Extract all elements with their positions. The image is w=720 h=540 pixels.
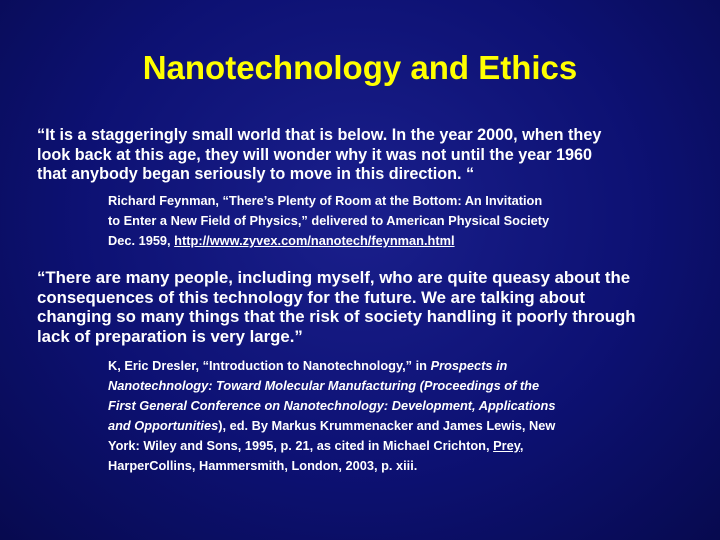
citation-text: ), ed. By Markus Krummenacker and James Lewis, New [218,418,556,433]
citation-line: Nanotechnology: Toward Molecular Manufacturing (Proceedings of the [108,378,540,393]
citation-line [108,416,693,436]
quote-line: changing so many things that the risk of society handling it poorly through [37,307,636,326]
citation-line: First General Conference on Nanotechnology: Development, Applications [108,398,556,413]
citation-text: York: Wiley and Sons, 1995, p. 21, as cited in Michael Crichton, [108,438,494,453]
citation-text: K, Eric Dresler, “Introduction to Nanotechnology,” in [108,358,431,373]
citation-line [108,356,693,376]
dresler-citation [108,356,693,476]
feynman-url-link[interactable]: http://www.zyvex.com/nanotech/feynman.html [174,233,455,248]
book-title: and Opportunities [108,418,219,433]
slide-title: Nanotechnology and Ethics [142,49,578,86]
citation-line: to Enter a New Field of Physics,” delivered to American Physical Society [108,213,550,228]
quote-line: “There are many people, including myself, who are quite queasy about the [37,268,631,287]
feynman-quote [37,126,687,185]
citation-line: HarperCollins, Hammersmith, London, 2003, p. xiii. [108,458,418,473]
citation-line [108,231,693,251]
quote-line: consequences of this technology for the future. We are talking about [37,287,585,307]
book-title: Prospects in [430,358,508,373]
feynman-citation [108,191,693,251]
prey-link[interactable]: Prey [493,438,520,453]
quote-line: that anybody began seriously to move in this direction. “ [37,165,475,183]
citation-text: , [519,438,524,453]
quote-line: lack of preparation is very large.” [37,326,303,346]
quote-line: look back at this age, they will wonder why it was not until the year 1960 [37,145,593,164]
citation-line: Richard Feynman, “There’s Plenty of Room at the Bottom: An Invitation [108,193,543,208]
citation-date: Dec. 1959, [108,233,175,248]
dresler-quote [37,268,687,346]
quote-line: “It is a staggeringly small world that is below. In the year 2000, when they [37,126,602,144]
citation-line [108,436,693,456]
